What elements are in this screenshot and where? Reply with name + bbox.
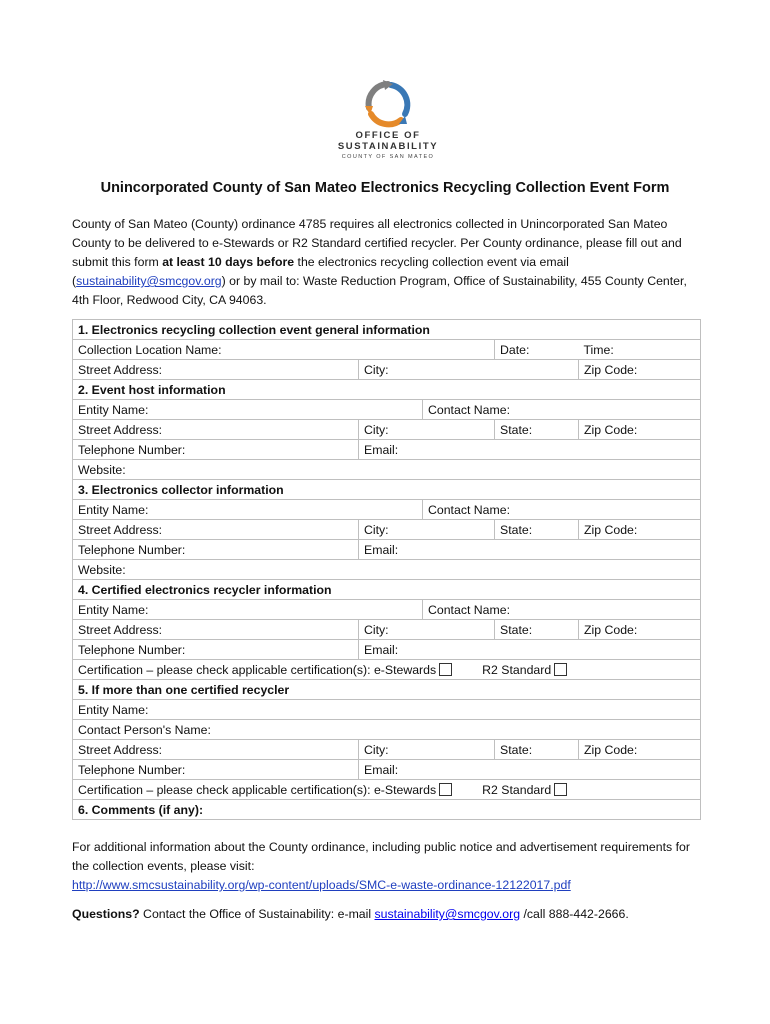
collection-location-field[interactable]: Collection Location Name:: [73, 340, 495, 360]
section-2-heading: 2. Event host information: [73, 380, 701, 400]
s2-website-field[interactable]: Website:: [73, 460, 701, 480]
logo-line-office: OFFICE OF: [355, 130, 421, 141]
logo-line-sustainability: SUSTAINABILITY: [337, 141, 439, 152]
questions-phone: /call 888-442-2666.: [520, 907, 629, 921]
s5-street-field[interactable]: Street Address:: [73, 740, 359, 760]
s4-estewards-checkbox[interactable]: [439, 663, 452, 676]
s3-street-field[interactable]: Street Address:: [73, 520, 359, 540]
s2-street-field[interactable]: Street Address:: [73, 420, 359, 440]
s5-state-field[interactable]: State:: [495, 740, 579, 760]
s4-entity-field[interactable]: Entity Name:: [73, 600, 423, 620]
s5-r2-label: R2 Standard: [482, 782, 552, 797]
section-4-heading: 4. Certified electronics recycler information: [73, 580, 701, 600]
intro-text-2: the electronics recycling collection event via email (: [72, 255, 569, 288]
s1-city-field[interactable]: City:: [359, 360, 579, 380]
intro-text-3: ) or by mail to: Waste Reduction Program, Office of Sustainability, 455 County Center, 4th Floor, Redwood City, CA 94063.: [72, 274, 687, 307]
s4-city-field[interactable]: City:: [359, 620, 495, 640]
s3-zip-field[interactable]: Zip Code:: [579, 520, 701, 540]
s2-contact-field[interactable]: Contact Name:: [423, 400, 701, 420]
s2-state-field[interactable]: State:: [495, 420, 579, 440]
s4-state-field[interactable]: State:: [495, 620, 579, 640]
s1-street-field[interactable]: Street Address:: [73, 360, 359, 380]
s3-city-field[interactable]: City:: [359, 520, 495, 540]
ordinance-link[interactable]: http://www.smcsustainability.org/wp-content/uploads/SMC-e-waste-ordinance-12122017.pdf: [72, 878, 571, 892]
intro-deadline: at least 10 days before: [162, 255, 295, 269]
s5-zip-field[interactable]: Zip Code:: [579, 740, 701, 760]
intro-paragraph: [72, 215, 692, 310]
s2-zip-field[interactable]: Zip Code:: [579, 420, 701, 440]
s4-street-field[interactable]: Street Address:: [73, 620, 359, 640]
s2-phone-field[interactable]: Telephone Number:: [73, 440, 359, 460]
s5-entity-field[interactable]: Entity Name:: [73, 700, 701, 720]
comments-field[interactable]: 6. Comments (if any):: [73, 800, 701, 820]
s4-certification-row: [73, 660, 701, 680]
s4-r2-checkbox[interactable]: [554, 663, 567, 676]
s4-r2-label: R2 Standard: [482, 662, 552, 677]
s5-r2-checkbox[interactable]: [554, 783, 567, 796]
s5-estewards-checkbox[interactable]: [439, 783, 452, 796]
s5-city-field[interactable]: City:: [359, 740, 495, 760]
s5-email-field[interactable]: Email:: [359, 760, 701, 780]
section-1-heading: 1. Electronics recycling collection event general information: [73, 320, 701, 340]
section-3-heading: 3. Electronics collector information: [73, 480, 701, 500]
event-time-field[interactable]: Time:: [579, 340, 701, 360]
s3-state-field[interactable]: State:: [495, 520, 579, 540]
questions-label: Questions?: [72, 907, 140, 921]
form-title: Unincorporated County of San Mateo Electronics Recycling Collection Event Form: [100, 180, 670, 196]
intro-email-link[interactable]: sustainability@smcgov.org: [76, 274, 222, 288]
s1-zip-field[interactable]: Zip Code:: [579, 360, 701, 380]
s3-entity-field[interactable]: Entity Name:: [73, 500, 423, 520]
s4-contact-field[interactable]: Contact Name:: [423, 600, 701, 620]
s4-phone-field[interactable]: Telephone Number:: [73, 640, 359, 660]
logo-line-county: COUNTY OF SAN MATEO: [341, 154, 435, 160]
intro-text-1: County of San Mateo (County) ordinance 4785 requires all electronics collected in Unincorporated San Mateo County to be delivered to e-Stewards or R2 Standard certified recycler. Per County ordinance, please fill out and submit this form: [72, 217, 682, 269]
s3-contact-field[interactable]: Contact Name:: [423, 500, 701, 520]
additional-info-text: For additional information about the County ordinance, including public notice and advertisement requirements for the collection events, please visit:: [72, 840, 690, 873]
s2-entity-field[interactable]: Entity Name:: [73, 400, 423, 420]
sustainability-arrows-icon: [361, 78, 415, 130]
s5-certification-row: [73, 780, 701, 800]
s5-phone-field[interactable]: Telephone Number:: [73, 760, 359, 780]
s4-zip-field[interactable]: Zip Code:: [579, 620, 701, 640]
s5-contact-person-field[interactable]: Contact Person's Name:: [73, 720, 701, 740]
questions-text: Contact the Office of Sustainability: e-mail: [139, 907, 375, 921]
s3-email-field[interactable]: Email:: [359, 540, 701, 560]
questions-line: [72, 905, 712, 924]
office-of-sustainability-logo: [336, 78, 440, 166]
s5-certification-label: Certification – please check applicable certification(s): e-Stewards: [78, 782, 437, 797]
additional-info-paragraph: [72, 838, 692, 895]
section-5-heading: 5. If more than one certified recycler: [73, 680, 701, 700]
questions-email-link[interactable]: sustainability@smcgov.org: [374, 907, 521, 921]
s4-email-field[interactable]: Email:: [359, 640, 701, 660]
event-date-field[interactable]: Date:: [495, 340, 579, 360]
s3-phone-field[interactable]: Telephone Number:: [73, 540, 359, 560]
s2-email-field[interactable]: Email:: [359, 440, 701, 460]
s2-city-field[interactable]: City:: [359, 420, 495, 440]
s4-certification-label: Certification – please check applicable certification(s): e-Stewards: [78, 662, 437, 677]
event-form-table: [72, 319, 701, 820]
s3-website-field[interactable]: Website:: [73, 560, 701, 580]
